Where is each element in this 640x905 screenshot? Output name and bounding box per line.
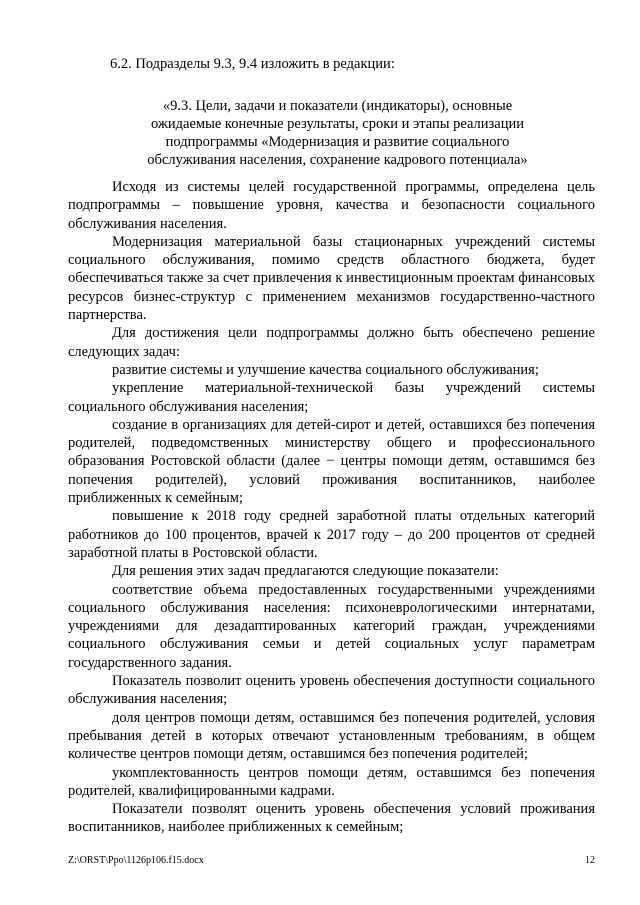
amendment-heading: 6.2. Подразделы 9.3, 9.4 изложить в редакции: (110, 56, 395, 72)
section-title-line: подпрограммы «Модернизация и развитие социального (165, 134, 510, 150)
page-number: 12 (585, 855, 595, 866)
paragraph-modernization: Модернизация материальной базы стационарных учреждений системы социального обслуживания, помимо средств областного бюджета, будет обеспечиваться также за счет привлечения к инвестиционным проектам финансовых ресурсов бизнес-структур с применением механизмов государственно-частного партнерства. (68, 233, 595, 324)
section-title-line: обслуживания населения, сохранение кадрового потенциала» (147, 152, 528, 168)
section-title-line: «9.3. Цели, задачи и показатели (индикаторы), основные (162, 98, 513, 114)
paragraph-task-2: укрепление материальной-технической базы учреждений системы социального обслуживания населения; (68, 380, 595, 415)
section-title-line: ожидаемые конечные результаты, сроки и этапы реализации (151, 116, 524, 132)
paragraph-indicator-2: доля центров помощи детям, оставшимся без попечения родителей, условия пребывания детей в которых отвечают установленным требованиям, в общем количестве центров помощи детям, оставшимся без попечения родителей; (68, 709, 595, 763)
paragraph-tasks-intro: Для достижения цели подпрограммы должно быть обеспечено решение следующих задач: (68, 325, 595, 360)
paragraph-indicators-intro: Для решения этих задач предлагаются следующие показатели: (112, 563, 499, 580)
section-title (110, 97, 565, 169)
paragraph-task-1: развитие системы и улучшение качества социального обслуживания; (112, 361, 539, 378)
footer-file-path: Z:\ORST\Ppo\1126p106.f15.docx (68, 855, 204, 866)
paragraph-indicator-3: укомплектованность центров помощи детям, оставшимся без попечения родителей, квалифицированными кадрами. (68, 764, 595, 799)
paragraph-indicator-1-note: Показатель позволит оценить уровень обеспечения доступности социального обслуживания населения; (68, 673, 595, 708)
paragraph-indicators-note: Показатели позволят оценить уровень обеспечения условий проживания воспитанников, наиболее приближенных к семейным; (68, 801, 595, 836)
paragraph-task-3: создание в организациях для детей-сирот и детей, оставшихся без попечения родителей, подведомственных министерству общего и профессионального образования Ростовской области (далее − центры помощи детям, оставшимся без попечения родителей), условий проживания воспитанников, наиболее приближенных к семейным; (68, 416, 595, 507)
document-body (68, 178, 595, 837)
paragraph-indicator-1: соответствие объема предоставленных государственными учреждениями социального обслуживания населения: психоневрологическими интернатами, учреждениями для дезадаптированных категорий граждан, учреждениями социального обслуживания семьи и детей социальных услуг параметрам государственного задания. (68, 581, 595, 671)
paragraph-task-4: повышение к 2018 году средней заработной платы отдельных категорий работников до 100 процентов, врачей к 2017 году – до 200 процентов от средней заработной платы в Ростовской области. (68, 508, 595, 561)
paragraph-goal: Исходя из системы целей государственной программы, определена цель подпрограммы – повышение уровня, качества и безопасности социального обслуживания населения. (68, 179, 595, 232)
